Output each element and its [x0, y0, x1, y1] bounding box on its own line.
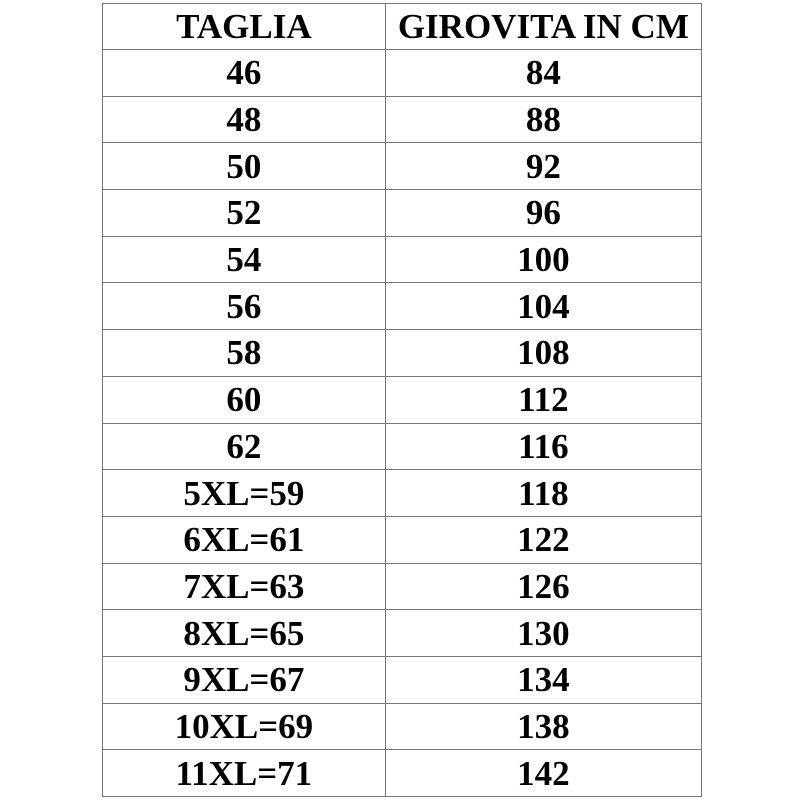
- taglia-cell: 62: [103, 423, 386, 470]
- table-row: [103, 656, 702, 703]
- girovita-cell: 126: [385, 563, 701, 610]
- girovita-cell: 104: [385, 283, 701, 330]
- taglia-cell: 10XL=69: [103, 703, 386, 750]
- girovita-cell: 118: [385, 470, 701, 517]
- table-row: [103, 143, 702, 190]
- taglia-cell: 6XL=61: [103, 516, 386, 563]
- taglia-cell: 60: [103, 376, 386, 423]
- taglia-cell: 11XL=71: [103, 750, 386, 797]
- taglia-cell: 46: [103, 50, 386, 97]
- taglia-cell: 48: [103, 96, 386, 143]
- taglia-cell: 54: [103, 236, 386, 283]
- table-row: [103, 376, 702, 423]
- girovita-cell: 100: [385, 236, 701, 283]
- girovita-cell: 138: [385, 703, 701, 750]
- taglia-cell: 8XL=65: [103, 610, 386, 657]
- size-chart-table: [102, 3, 702, 797]
- table-row: [103, 50, 702, 97]
- table-row: [103, 96, 702, 143]
- table-row: [103, 423, 702, 470]
- girovita-cell: 116: [385, 423, 701, 470]
- table-row: [103, 330, 702, 377]
- table-row: [103, 563, 702, 610]
- table-row: [103, 610, 702, 657]
- taglia-cell: 7XL=63: [103, 563, 386, 610]
- table-row: [103, 750, 702, 797]
- girovita-cell: 112: [385, 376, 701, 423]
- taglia-cell: 5XL=59: [103, 470, 386, 517]
- taglia-cell: 56: [103, 283, 386, 330]
- table-row: [103, 190, 702, 237]
- taglia-cell: 50: [103, 143, 386, 190]
- table-body: [103, 50, 702, 797]
- column-header-girovita: GIROVITA IN CM: [385, 4, 701, 50]
- girovita-cell: 108: [385, 330, 701, 377]
- girovita-cell: 88: [385, 96, 701, 143]
- girovita-cell: 122: [385, 516, 701, 563]
- taglia-cell: 52: [103, 190, 386, 237]
- table-row: [103, 283, 702, 330]
- taglia-cell: 9XL=67: [103, 656, 386, 703]
- column-header-taglia: TAGLIA: [103, 4, 386, 50]
- girovita-cell: 84: [385, 50, 701, 97]
- girovita-cell: 142: [385, 750, 701, 797]
- table-row: [103, 236, 702, 283]
- taglia-cell: 58: [103, 330, 386, 377]
- girovita-cell: 130: [385, 610, 701, 657]
- table-header-row: [103, 4, 702, 50]
- girovita-cell: 96: [385, 190, 701, 237]
- table-row: [103, 470, 702, 517]
- girovita-cell: 134: [385, 656, 701, 703]
- girovita-cell: 92: [385, 143, 701, 190]
- table-row: [103, 516, 702, 563]
- table-row: [103, 703, 702, 750]
